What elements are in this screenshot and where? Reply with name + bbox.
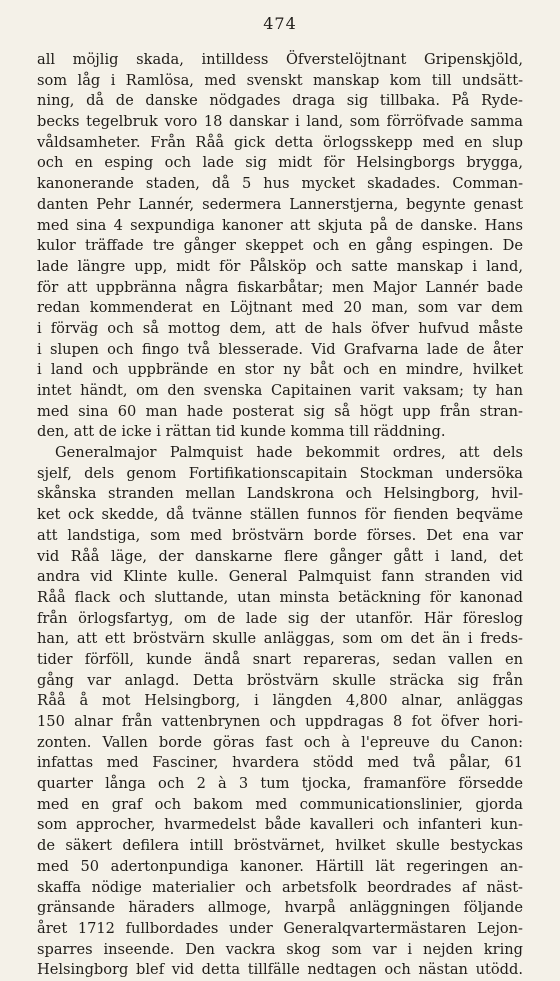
text-line: från örlogsfartyg, om de lade sig der utanför. Här föreslog [37, 609, 523, 627]
text-line: lade längre upp, midt för Pålsköp och satte manskap i land, [37, 257, 523, 275]
text-line: 150 alnar från vattenbrynen och uppdragas 8 fot öfver hori- [37, 713, 523, 730]
text-line: året 1712 fullbordades under Generalqvartermästaren Lejon- [37, 919, 523, 937]
text-line: infattas med Fasciner, hvardera stödd med två pålar, 61 [37, 754, 523, 772]
text-line: kanonerande staden, då 5 hus mycket skadades. Comman- [37, 175, 523, 193]
text-line: vid Råå läge, der danskarne flere gånger gått i land, det [37, 547, 523, 565]
text-line: kulor träffade tre gånger skeppet och en gång espingen. De [37, 237, 523, 255]
text-line: ning, då de danske nödgades draga sig tillbaka. På Ryde- [37, 92, 523, 110]
text-line: han, att ett bröstvärn skulle anläggas, som om det än i freds- [37, 630, 523, 648]
text-line: skaffa nödige materialier och arbetsfolk beordrades af näst- [37, 878, 523, 896]
text-line: becks tegelbruk voro 18 danskar i land, som förröfvade samma [37, 113, 523, 131]
text-line: redan kommenderat en Löjtnant med 20 man, som var dem [37, 299, 523, 317]
text-line: quarter långa och 2 à 3 tum tjocka, framanföre försedde [37, 775, 523, 793]
text-line: för att uppbränna några fiskarbåtar; men Major Lannér bade [37, 278, 523, 296]
text-line: danten Pehr Lannér, sedermera Lannerstjerna, begynte genast [37, 195, 523, 213]
text-line: våldsamheter. Från Råå gick detta örlogsskepp med en slup [37, 133, 523, 151]
text-line: gränsande häraders allmoge, hvarpå anläggningen följande [37, 899, 523, 917]
text-line: i slupen och fingo två blesserade. Vid Grafvarna lade de åter [37, 340, 523, 358]
text-line: som approcher, hvarmedelst både kavalleri och infanteri kun- [37, 816, 523, 834]
text-line: all möjlig skada, intilldess Öfverstelöjtnant Gripenskjöld, [37, 51, 523, 68]
text-line: zonten. Vallen borde göras fast och à l'epreuve du Canon: [37, 733, 523, 751]
text-line: Råå å mot Helsingborg, i längden 4,800 alnar, anläggas [37, 692, 523, 710]
text-line: Råå flack och sluttande, utan minsta betäckning för kanonad [37, 588, 523, 606]
text-line: och en esping och lade sig midt för Helsingborgs brygga, [37, 154, 523, 172]
text-line: den, att de icke i rättan tid kunde komma till räddning. [37, 423, 446, 441]
text-line: gång var anlagd. Detta bröstvärn skulle sträcka sig från [37, 671, 523, 689]
text-line: som låg i Ramlösa, med svenskt manskap kom till undsätt- [37, 71, 523, 89]
text-line: att landstiga, som med bröstvärn borde förses. Det ena var [37, 526, 523, 544]
text-line: med sina 4 sexpundiga kanoner att skjuta på de danske. Hans [37, 216, 523, 234]
text-line: tider förföll, kunde ändå snart repareras, sedan vallen en [37, 650, 523, 668]
text-line: skånska stranden mellan Landskrona och Helsingborg, hvil- [37, 485, 523, 503]
body-text [37, 50, 523, 981]
text-line: Helsingborg blef vid detta tillfälle nedtagen och nästan utödd. [37, 961, 523, 979]
text-line: med en graf och bakom med communicationslinier, gjorda [37, 795, 523, 813]
text-line: sjelf, dels genom Fortifikationscapitain Stockman undersöka [37, 464, 523, 482]
text-line: ket ock skedde, då tvänne ställen funnos för fienden beqväme [37, 506, 523, 524]
text-line: sparres inseende. Den vackra skog som var i nejden kring [37, 940, 523, 958]
text-line: intet händt, om den svenska Capitainen varit vaksam; ty han [37, 382, 523, 399]
text-line: med sina 60 man hade posterat sig så högt upp från stran- [37, 402, 523, 420]
text-line: de säkert defilera intill bröstvärnet, hvilket skulle bestyckas [37, 837, 523, 855]
text-line: i land och uppbrände en stor ny båt och en mindre, hvilket [37, 361, 523, 379]
text-line: andra vid Klinte kulle. General Palmquist fann stranden vid [37, 568, 523, 586]
text-line: med 50 adertonpundiga kanoner. Härtill lät regeringen an- [37, 857, 523, 875]
text-line: i förväg och så mottog dem, att de hals öfver hufvud måste [37, 319, 523, 337]
paragraph-start-line: Generalmajor Palmquist hade bekommit ordres, att dels [55, 444, 523, 462]
page-number: 474 [263, 14, 297, 33]
